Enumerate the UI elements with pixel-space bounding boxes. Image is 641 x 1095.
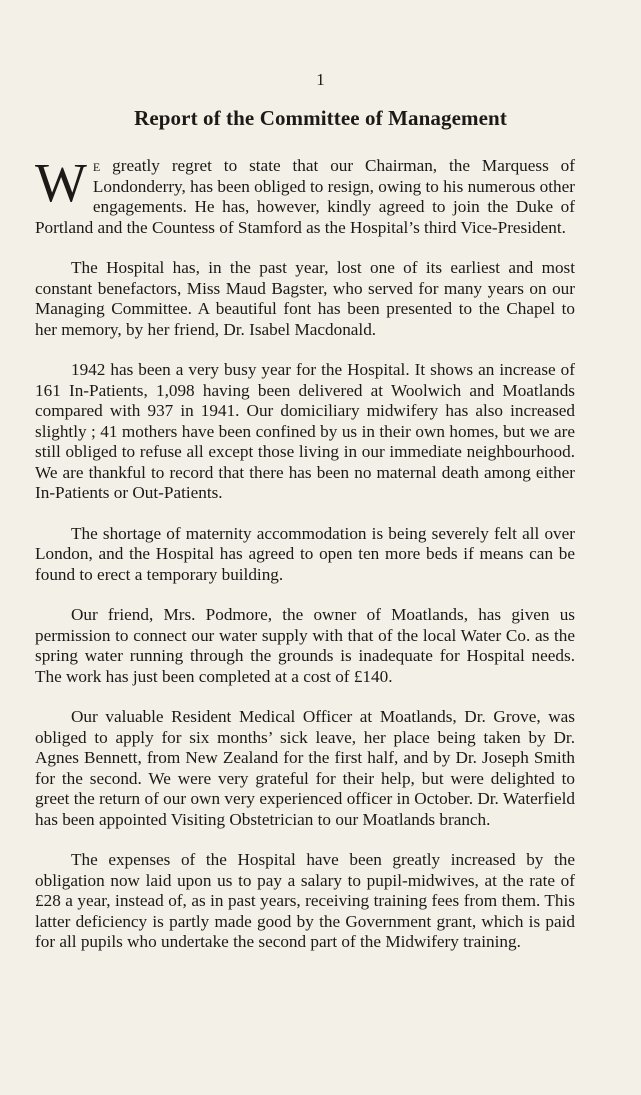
intro-smallcap: e bbox=[92, 156, 101, 175]
paragraph-benefactor: The Hospital has, in the past year, lost one of its earliest and most constant benefactors, Miss Maud Bagster, who served for many years on our Managing Committee. A beautiful font has been presented to the Chapel to her memory, by her friend, Dr. Isabel Macdonald. bbox=[35, 258, 575, 339]
drop-cap: W bbox=[35, 152, 87, 213]
report-body bbox=[35, 152, 575, 973]
intro-text: greatly regret to state that our Chairman, the Marquess of Londonderry, has been obliged to resign, owing to his numerous other engagements. He has, however, kindly agreed to join the Duke of Portland and the Countess of Stamford as the Hospital’s third Vice-President. bbox=[35, 156, 575, 237]
paragraph-accommodation: The shortage of maternity accommodation is being severely felt all over London, and the Hospital has agreed to open ten more beds if means can be found to erect a temporary building. bbox=[35, 523, 575, 584]
paragraph-intro bbox=[35, 152, 575, 238]
page-title: Report of the Committee of Management bbox=[134, 106, 507, 130]
paragraph-water-supply: Our friend, Mrs. Podmore, the owner of Moatlands, has given us permission to connect our water supply with that of the local Water Co. as the spring water running through the grounds is inadequate for Hospital needs. The work has just been completed at a cost of £140. bbox=[35, 605, 575, 686]
paragraph-busy-year: 1942 has been a very busy year for the Hospital. It shows an increase of 161 In-Patients, 1,098 having been delivered at Woolwich and Moatlands compared with 937 in 1941. Our domiciliary midwifery has also increased slightly ; 41 mothers have been confined by us in their own homes, but we are still obliged to refuse all except those living in our immediate neighbourhood. We are thankful to record that there has been no maternal death among either In-Patients or Out-Patients. bbox=[35, 360, 575, 502]
paragraph-medical-officer: Our valuable Resident Medical Officer at Moatlands, Dr. Grove, was obliged to apply for six months’ sick leave, her place being taken by Dr. Agnes Bennett, from New Zealand for the first half, and by Dr. Joseph Smith for the second. We were very grateful for their help, but were delighted to greet the return of our own very experienced officer in October. Dr. Waterfield has been appointed Visiting Obstetrician to our Moatlands branch. bbox=[35, 707, 575, 829]
page-number: 1 bbox=[316, 70, 325, 89]
paragraph-expenses: The expenses of the Hospital have been greatly increased by the obligation now laid upon us to pay a salary to pupil-midwives, at the rate of £28 a year, instead of, as in past years, receiving training fees from them. This latter deficiency is partly made good by the Government grant, which is paid for all pupils who undertake the second part of the Midwifery training. bbox=[35, 850, 575, 951]
